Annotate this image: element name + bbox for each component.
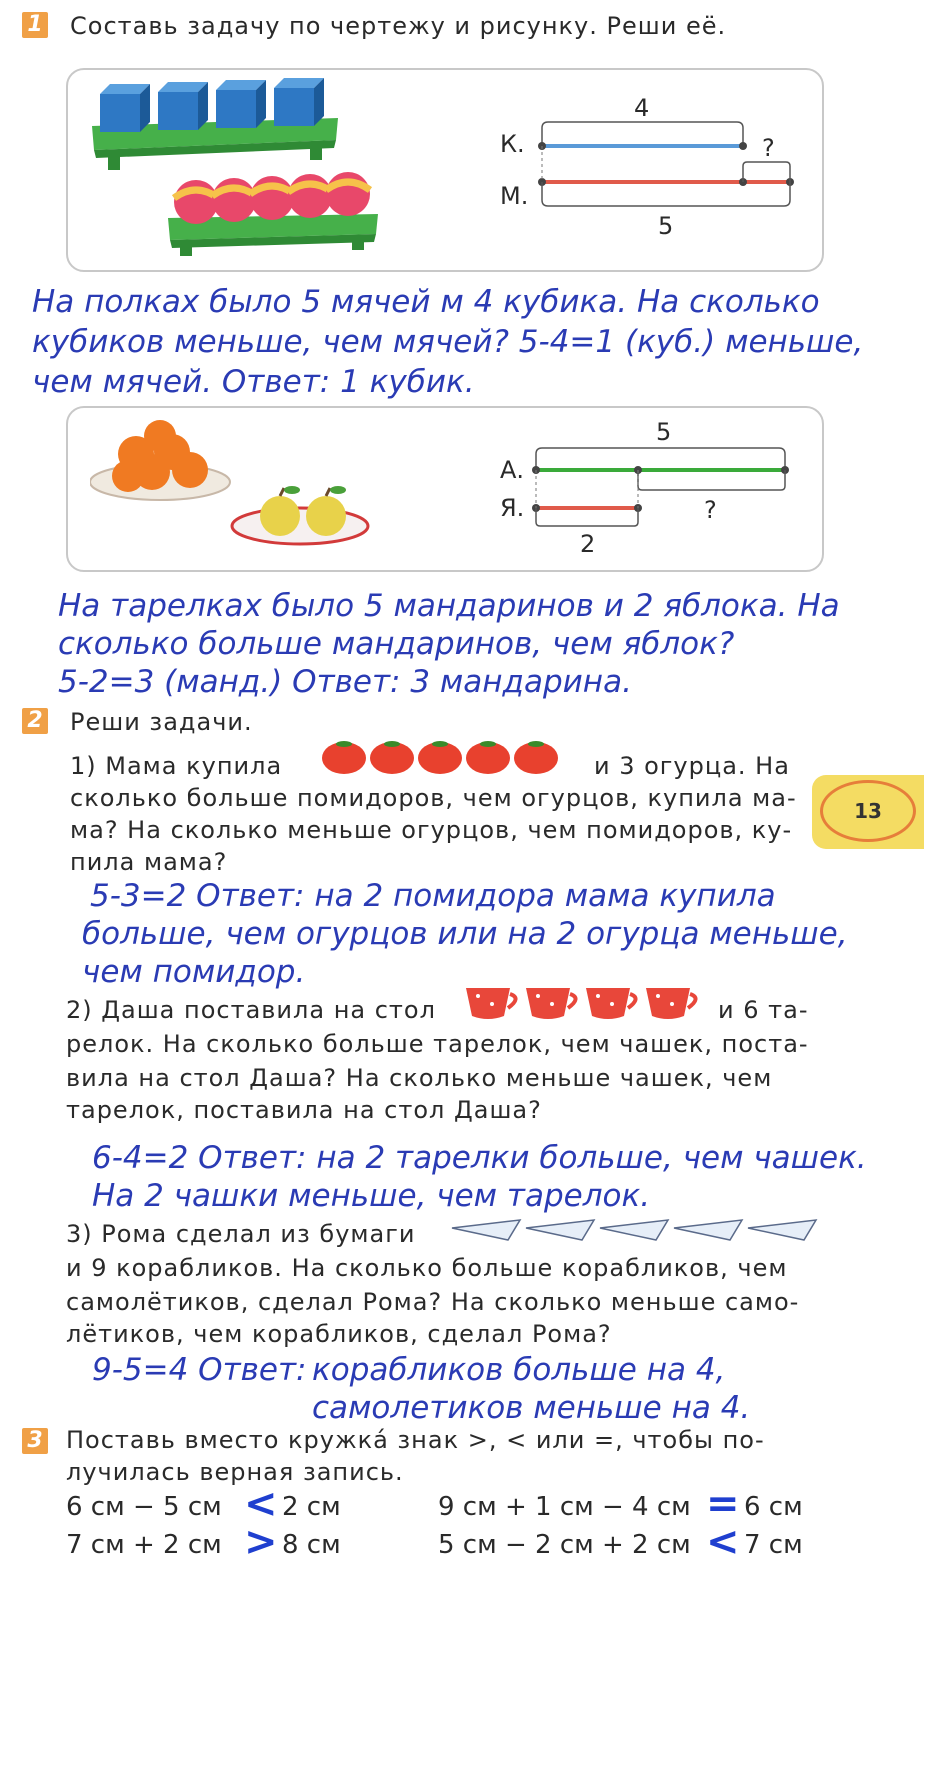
comparison-row3-left: 9 см + 1 см − 4 см xyxy=(438,1492,691,1522)
problem2-answer-line1: 6-4=2 Ответ: на 2 тарелки больше, чем чашек. xyxy=(92,1140,867,1176)
segment-diagram-2 xyxy=(490,430,810,560)
problem2-line2: вила на стол Даша? На сколько меньше чашек, чем xyxy=(66,1064,773,1092)
comparison-row2-right: 8 см xyxy=(282,1530,341,1560)
comparison-row1-left: 6 см − 5 см xyxy=(66,1492,222,1522)
answer2-line1: На тарелках было 5 мандаринов и 2 яблока. На xyxy=(58,588,840,624)
task-number-2: 2 xyxy=(22,708,48,734)
cube-icon xyxy=(100,84,150,132)
ball-icon xyxy=(174,180,218,224)
problem3-answer-left: 9-5=4 Ответ: xyxy=(92,1352,307,1388)
cups-icon xyxy=(464,982,704,1024)
tomatoes-icon xyxy=(320,736,570,776)
diagram2-label-ya: Я. xyxy=(500,494,525,522)
problem1-answer-line2: больше, чем огурцов или на 2 огурца меньше, xyxy=(82,916,848,952)
problem1-answer-line1: 5-3=2 Ответ: на 2 помидора мама купила xyxy=(90,878,776,914)
page-number-badge: 13 xyxy=(820,780,916,842)
problem1-line1: сколько больше помидоров, чем огурцов, купила ма- xyxy=(70,784,797,812)
diagram1-label-k: К. xyxy=(500,130,525,158)
comparison-row4-right: 7 см xyxy=(744,1530,803,1560)
problem1-start: 1) Мама купила xyxy=(70,752,283,780)
diagram2-top-value: 5 xyxy=(656,418,672,446)
diagram2-question: ? xyxy=(704,496,717,524)
answer2-line3: 5-2=3 (манд.) Ответ: 3 мандарина. xyxy=(58,664,632,700)
problem3-line2: самолётиков, сделал Рома? На сколько меньше само- xyxy=(66,1288,800,1316)
ball-icon xyxy=(288,174,332,218)
paper-planes-icon xyxy=(450,1216,822,1246)
problem2-answer-line2: На 2 чашки меньше, чем тарелок. xyxy=(92,1178,651,1214)
comparison-row4-sign[interactable]: < xyxy=(706,1519,740,1565)
task3-instruction-line1: Поставь вместо кружка́ знак >, < или =, чтобы по- xyxy=(66,1426,765,1454)
problem1-line2: ма? На сколько меньше огурцов, чем помидоров, ку- xyxy=(70,816,793,844)
answer1-line1: На полках было 5 мячей м 4 кубика. На сколько xyxy=(32,284,820,320)
task1-instruction: Составь задачу по чертежу и рисунку. Реши её. xyxy=(70,12,727,40)
problem1-line3: пила мама? xyxy=(70,848,228,876)
ball-icon xyxy=(326,172,370,216)
segment-diagram-1 xyxy=(490,88,810,248)
plates-illustration xyxy=(90,416,380,556)
shelves-illustration xyxy=(88,78,388,258)
problem2-end: и 6 та- xyxy=(718,996,809,1024)
comparison-row2-sign[interactable]: > xyxy=(244,1519,278,1565)
answer1-line2: кубиков меньше, чем мячей? 5-4=1 (куб.) меньше, xyxy=(32,324,864,360)
cube-icon xyxy=(216,80,266,128)
task2-instruction: Реши задачи. xyxy=(70,708,253,736)
task-number-1: 1 xyxy=(22,12,48,38)
problem3-answer-right-line1: корабликов больше на 4, xyxy=(312,1352,726,1388)
cube-icon xyxy=(274,78,324,126)
apple-icon xyxy=(306,486,346,536)
problem3-answer-right-line2: самолетиков меньше на 4. xyxy=(312,1390,751,1426)
diagram1-label-m: М. xyxy=(500,182,529,210)
diagram1-top-value: 4 xyxy=(634,94,650,122)
tangerine-icon xyxy=(112,420,208,492)
task3-instruction-line2: лучилась верная запись. xyxy=(66,1458,404,1486)
task-number-3: 3 xyxy=(22,1428,48,1454)
problem2-start: 2) Даша поставила на стол xyxy=(66,996,436,1024)
diagram1-question: ? xyxy=(762,134,775,162)
problem3-line3: лётиков, чем корабликов, сделал Рома? xyxy=(66,1320,612,1348)
problem2-line1: релок. На сколько больше тарелок, чем чашек, поста- xyxy=(66,1030,809,1058)
diagram2-label-a: А. xyxy=(500,456,525,484)
comparison-row3-right: 6 см xyxy=(744,1492,803,1522)
ball-icon xyxy=(250,176,294,220)
problem3-line1: и 9 корабликов. На сколько больше корабликов, чем xyxy=(66,1254,788,1282)
problem2-line3: тарелок, поставила на стол Даша? xyxy=(66,1096,542,1124)
problem1-end: и 3 огурца. На xyxy=(594,752,790,780)
answer1-line3: чем мячей. Ответ: 1 кубик. xyxy=(32,364,475,400)
ball-icon xyxy=(212,178,256,222)
comparison-row2-left: 7 см + 2 см xyxy=(66,1530,222,1560)
problem1-answer-line3: чем помидор. xyxy=(82,954,306,990)
comparison-row1-sign[interactable]: < xyxy=(244,1481,278,1527)
diagram1-bottom-value: 5 xyxy=(658,212,674,240)
comparison-row1-right: 2 см xyxy=(282,1492,341,1522)
comparison-row4-left: 5 см − 2 см + 2 см xyxy=(438,1530,691,1560)
apple-icon xyxy=(260,486,300,536)
cube-icon xyxy=(158,82,208,130)
answer2-line2: сколько больше мандаринов, чем яблок? xyxy=(58,626,735,662)
problem3-start: 3) Рома сделал из бумаги xyxy=(66,1220,416,1248)
comparison-row3-sign[interactable]: = xyxy=(706,1481,740,1527)
diagram2-bottom-value: 2 xyxy=(580,530,596,558)
